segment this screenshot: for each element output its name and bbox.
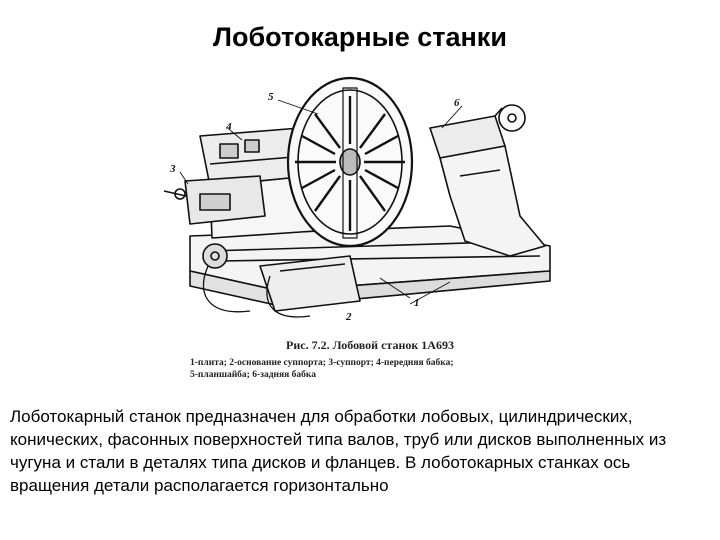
caption-legend-line-1: 1-плита; 2-основание суппорта; 3-суппорт; 4-передняя бабка;: [190, 358, 454, 368]
lathe-illustration: [150, 66, 590, 336]
callout-2: 2: [346, 311, 352, 323]
description-text: Лоботокарный станок предназначен для обработки лобовых, цилиндрических, конических, фасонных поверхностей типа валов, труб или дисков выполненных из чугуна и стали в деталях типа дисков и фланцев. В лоботокарных станках ось вращения детали располагается горизонтально: [10, 407, 667, 495]
slide-title: Лоботокарные станки: [213, 22, 507, 52]
caption-legend-line-2: 5-планшайба; 6-задняя бабка: [190, 370, 316, 380]
callout-6: 6: [454, 97, 460, 109]
callout-5: 5: [268, 91, 274, 103]
callout-1: 1: [414, 297, 420, 309]
callout-4: 4: [226, 121, 232, 133]
lathe-drawing: [150, 66, 590, 336]
caption-title: Рис. 7.2. Лобовой станок 1А693: [286, 338, 454, 352]
figure-caption: [190, 338, 550, 381]
callout-3: 3: [170, 163, 176, 175]
